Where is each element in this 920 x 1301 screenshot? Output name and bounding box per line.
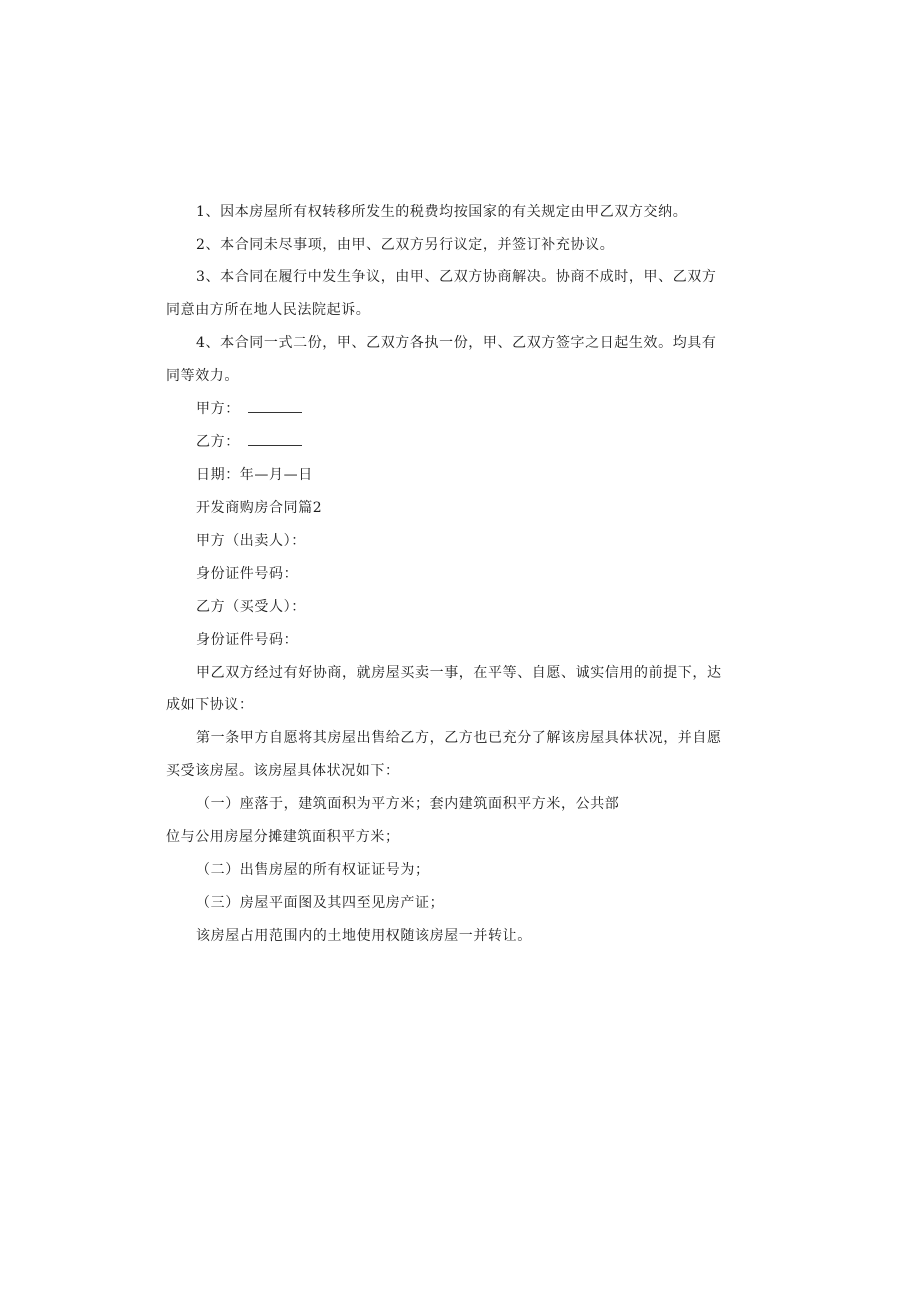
seller-id-label: 身份证件号码： (196, 566, 299, 582)
item-1-line-2: 位与公用房屋分摊建筑面积平方米； (166, 829, 400, 845)
date-line: 日期：年—月—日 (196, 467, 313, 483)
party-a-label: 甲方： (196, 401, 240, 417)
clause-4-line-1: 4、本合同一式二份，甲、乙双方各执一份，甲、乙双方签字之日起生效。均具有 (196, 335, 717, 351)
clause-1: 1、因本房屋所有权转移所发生的税费均按国家的有关规定由甲乙双方交纳。 (196, 204, 688, 220)
article-1-line-1: 第一条甲方自愿将其房屋出售给乙方，乙方也已充分了解该房屋具体状况，并自愿 (196, 730, 722, 746)
clause-4-line-2: 同等效力。 (166, 368, 239, 384)
item-1-line-1: （一）座落于，建筑面积为平方米；套内建筑面积平方米，公共部 (196, 796, 620, 812)
intro-line-1: 甲乙双方经过有好协商，就房屋买卖一事，在平等、自愿、诚实信用的前提下，达 (196, 665, 722, 681)
item-3: （三）房屋平面图及其四至见房产证； (196, 895, 445, 911)
party-b-blank (248, 433, 302, 446)
clause-2: 2、本合同未尽事项，由甲、乙双方另行议定，并签订补充协议。 (196, 237, 615, 253)
intro-line-2: 成如下协议： (166, 697, 254, 713)
party-b-label: 乙方： (196, 434, 240, 450)
party-a-blank (248, 400, 302, 413)
clause-3-line-1: 3、本合同在履行中发生争议，由甲、乙双方协商解决。协商不成时，甲、乙双方 (196, 269, 717, 285)
item-2: （二）出售房屋的所有权证证号为； (196, 862, 430, 878)
section-title: 开发商购房合同篇2 (196, 500, 323, 516)
buyer-id-label: 身份证件号码： (196, 632, 299, 648)
buyer-label: 乙方（买受人）： (196, 599, 306, 615)
clause-3-line-2: 同意由方所在地人民法院起诉。 (166, 302, 371, 318)
land-use-line: 该房屋占用范围内的土地使用权随该房屋一并转让。 (196, 928, 532, 944)
article-1-line-2: 买受该房屋。该房屋具体状况如下： (166, 763, 400, 779)
party-b-signature-line (196, 433, 302, 451)
party-a-signature-line (196, 400, 302, 418)
seller-label: 甲方（出卖人）： (196, 533, 306, 549)
